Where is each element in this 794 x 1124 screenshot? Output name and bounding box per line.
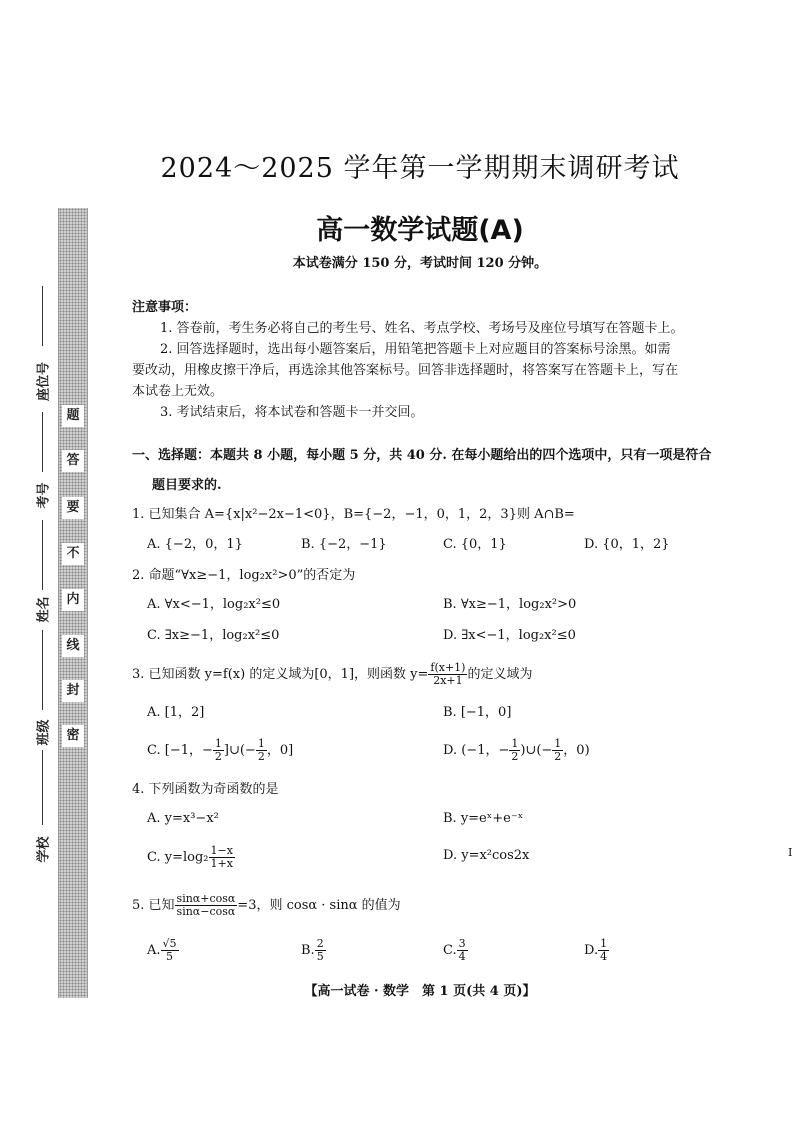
notes-item: 1. 答卷前，考生务必将自己的考生号、姓名、考点学校、考场号及座位号填写在答题卡上。: [160, 321, 684, 336]
q3-option-b: B. [−1，0]: [443, 705, 512, 720]
option-label: A.: [147, 943, 161, 958]
notes-item: 3. 考试结束后，将本试卷和答题卡一并交回。: [160, 405, 424, 420]
frac-num: 1: [600, 937, 608, 950]
class-label: 班级: [36, 719, 52, 746]
frac-den: 4: [600, 950, 608, 963]
option-label: D.: [584, 943, 599, 958]
frac-num: 1−x: [210, 844, 233, 857]
q1-option-a: A. {−2，0，1}: [147, 537, 243, 552]
frac-num: sinα+cosα: [176, 892, 236, 905]
name-label: 姓名: [36, 596, 52, 623]
q4-option-c: [147, 845, 235, 870]
q5-d-fraction: [598, 938, 609, 963]
question-4-stem: 4. 下列函数为奇函数的是: [132, 782, 279, 797]
q2-option-c: C. ∃x≥−1，log₂x²≤0: [147, 628, 280, 643]
q3-fraction: [428, 662, 467, 687]
question-1-stem: 1. 已知集合 A={x|x²−2x−1<0}，B={−2，−1，0，1，2，3}则 A∩B=: [132, 507, 575, 522]
q5-option-b: [301, 938, 326, 963]
option-label: C.: [443, 943, 457, 958]
frac-den: 5: [166, 950, 174, 963]
seal-char: 密: [62, 725, 84, 747]
frac-den: 2: [257, 750, 265, 763]
section-heading-cont: 题目要求的.: [152, 478, 222, 493]
frac-den: 2: [511, 750, 519, 763]
q4-c-pre: C. y=log₂: [147, 850, 209, 865]
edge-mark: I: [788, 846, 793, 859]
exam-info: 本试卷满分 150 分，考试时间 120 分钟。: [292, 256, 548, 271]
frac-den: 1+x: [210, 857, 233, 870]
q5-a-fraction: [161, 938, 179, 963]
exam-title: 2024～2025 学年第一学期期末调研考试: [160, 153, 680, 184]
frac-den: 2: [554, 750, 562, 763]
frac-num: 1: [214, 737, 222, 750]
frac-den: sinα−cosα: [176, 905, 236, 918]
half-fraction: [509, 738, 520, 763]
seal-char: 答: [62, 450, 84, 472]
q3-frac-num: f(x+1): [430, 661, 466, 674]
q2-option-d: D. ∃x<−1，log₂x²≤0: [443, 628, 576, 643]
question-3-stem: [132, 662, 532, 687]
option-label: B.: [301, 943, 315, 958]
section-heading: 一、选择题：本题共 8 小题，每小题 5 分，共 40 分. 在每小题给出的四个选项中，只有一项是符合: [132, 448, 712, 463]
q3-d-part: )∪(−: [520, 743, 553, 758]
q5-stem-pre: 5. 已知: [132, 898, 175, 913]
seal-char: 不: [62, 543, 84, 565]
seal-char: 内: [62, 589, 84, 611]
q4-option-d: D. y=x²cos2x: [443, 848, 530, 863]
name-line: [42, 520, 43, 590]
half-fraction: [256, 738, 267, 763]
q3-frac-den: 2x+1: [433, 674, 463, 687]
exam-number-label: 考号: [36, 482, 52, 509]
page-footer: 【高一试卷 · 数学 第 1 页(共 4 页)】: [304, 984, 536, 999]
q5-option-d: [584, 938, 609, 963]
school-label: 学校: [36, 836, 52, 863]
q5-option-a: [147, 938, 179, 963]
seal-char: 题: [62, 405, 84, 427]
q3-c-part: C. [−1，−: [147, 743, 213, 758]
paper-title: 高一数学试题(A): [316, 215, 524, 246]
q3-c-part: ]∪(−: [223, 743, 256, 758]
q1-option-d: D. {0，1，2}: [584, 537, 670, 552]
seat-number-line: [42, 286, 43, 346]
q5-c-fraction: [457, 938, 468, 963]
q2-option-a: A. ∀x<−1，log₂x²≤0: [147, 597, 281, 612]
q4-c-fraction: [209, 845, 235, 870]
q5-stem-post: =3，则 cosα · sinα 的值为: [237, 898, 401, 913]
q1-option-b: B. {−2，−1}: [301, 537, 387, 552]
question-2-stem: 2. 命题“∀x≥−1，log₂x²>0”的否定为: [132, 568, 356, 583]
frac-den: 5: [316, 950, 324, 963]
class-line: [42, 630, 43, 710]
q5-fraction: [175, 893, 238, 918]
q5-option-c: [443, 938, 468, 963]
q1-option-c: C. {0，1}: [443, 537, 507, 552]
question-5-stem: [132, 893, 401, 918]
q3-c-part: ，0]: [266, 743, 294, 758]
q2-option-b: B. ∀x≥−1，log₂x²>0: [443, 597, 577, 612]
frac-den: 4: [458, 950, 466, 963]
notes-item: 本试卷上无效。: [132, 384, 224, 399]
notes-heading: 注意事项：: [132, 300, 198, 315]
q3-option-c: [147, 738, 293, 763]
frac-num: √5: [162, 937, 177, 950]
q3-d-part: D. (−1，−: [443, 743, 510, 758]
q3-d-part: ，0): [563, 743, 590, 758]
seat-number-label: 座位号: [36, 362, 52, 402]
q4-option-b: B. y=eˣ+e⁻ˣ: [443, 811, 524, 826]
q5-b-fraction: [315, 938, 326, 963]
seal-char: 封: [62, 680, 84, 702]
half-fraction: [213, 738, 224, 763]
frac-num: 2: [316, 937, 324, 950]
half-fraction: [552, 738, 563, 763]
notes-item: 要改动，用橡皮擦干净后，再选涂其他答案标号。回答非选择题时，将答案写在答题卡上，写在: [132, 363, 679, 378]
frac-num: 1: [511, 737, 519, 750]
frac-den: 2: [214, 750, 222, 763]
q3-option-d: [443, 738, 590, 763]
frac-num: 3: [458, 937, 466, 950]
q3-stem-post: 的定义域为: [467, 667, 533, 682]
q3-stem-pre: 3. 已知函数 y=f(x) 的定义域为[0，1]，则函数 y=: [132, 667, 429, 682]
seal-char: 要: [62, 497, 84, 519]
school-line: [42, 750, 43, 825]
q3-option-a: A. [1，2]: [147, 705, 205, 720]
q4-option-a: A. y=x³−x²: [147, 811, 219, 826]
exam-number-line: [42, 412, 43, 472]
notes-item: 2. 回答选择题时，选出每小题答案后，用铅笔把答题卡上对应题目的答案标号涂黑。如需: [160, 342, 671, 357]
seal-char: 线: [62, 635, 84, 657]
frac-num: 1: [257, 737, 265, 750]
frac-num: 1: [554, 737, 562, 750]
